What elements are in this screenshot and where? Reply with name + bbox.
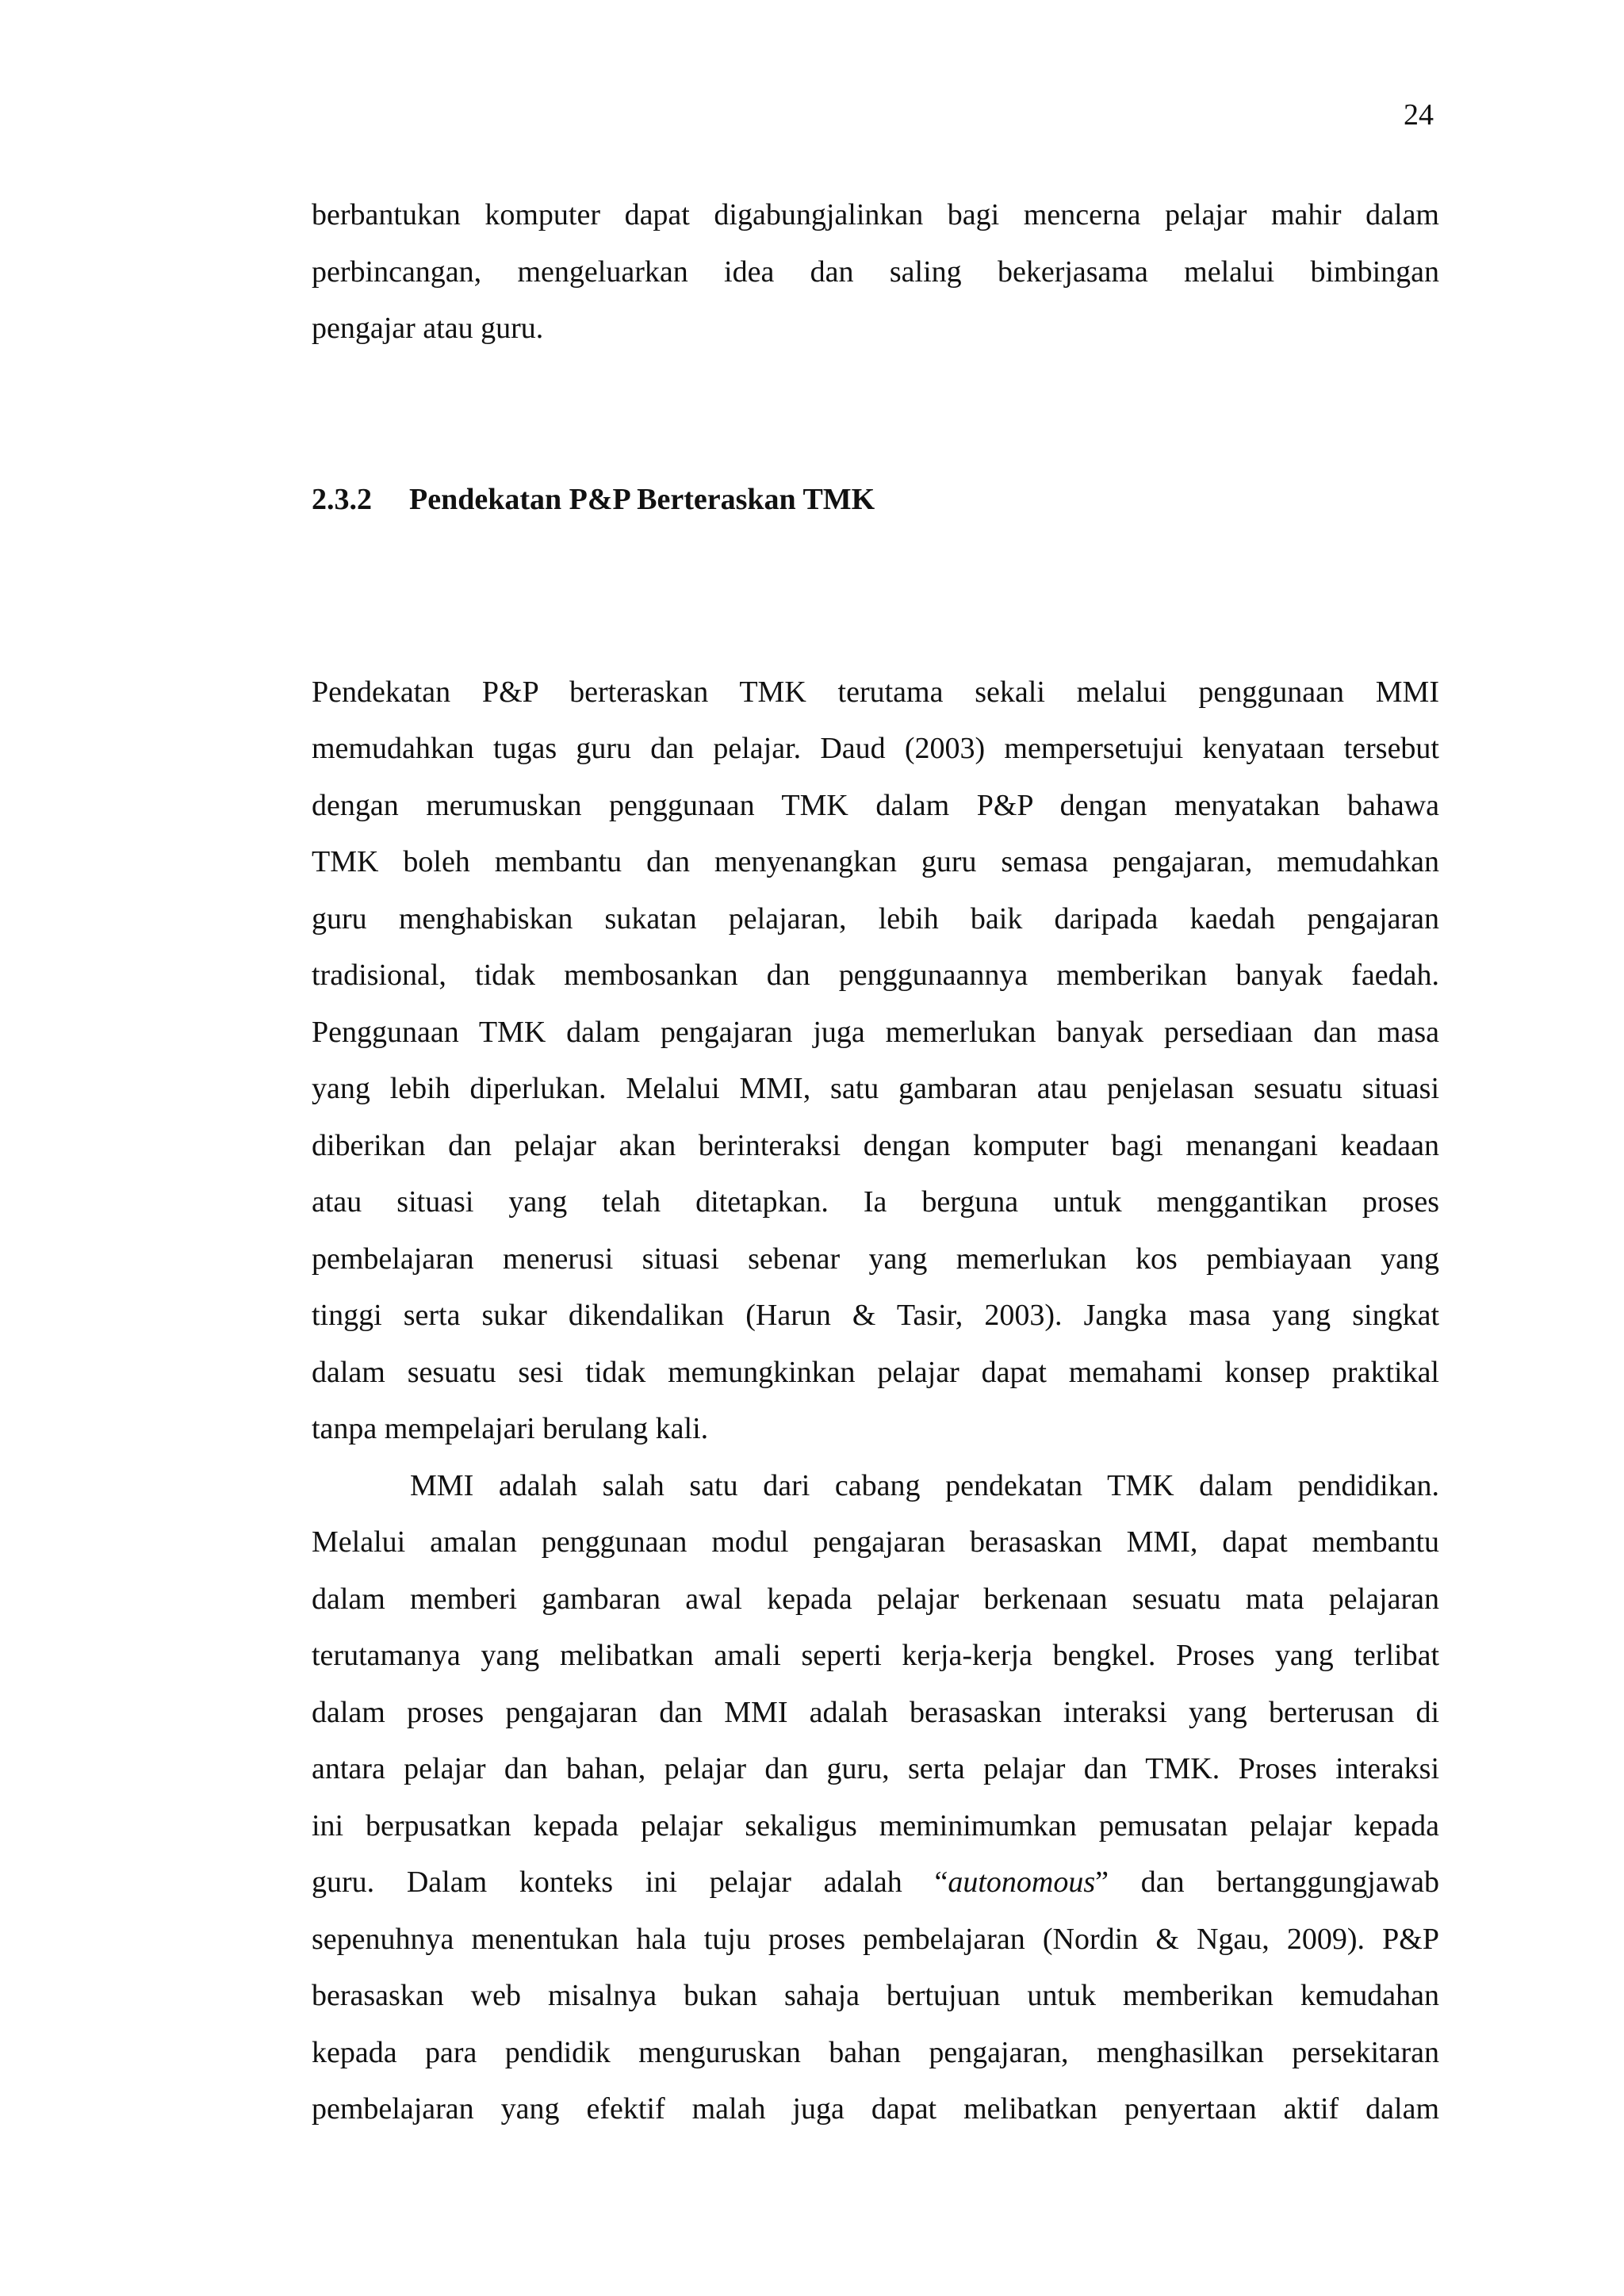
text-line: ini berpusatkan kepada pelajar sekaligus meminimumkan pemusatan pelajar kepada — [312, 1808, 1439, 1843]
text-line-with-italic — [312, 1854, 1439, 1911]
text-line: dalam proses pengajaran dan MMI adalah berasaskan interaksi yang berterusan di — [312, 1695, 1439, 1729]
text-line: diberikan dan pelajar akan berinteraksi dengan komputer bagi menangani keadaan — [312, 1128, 1439, 1162]
text-line: guru menghabiskan sukatan pelajaran, lebih baik daripada kaedah pengajaran — [312, 901, 1439, 936]
body-paragraph-1 — [312, 664, 1439, 1458]
intro-paragraph — [312, 187, 1439, 358]
text-line: yang lebih diperlukan. Melalui MMI, satu gambaran atau penjelasan sesuatu situasi — [312, 1072, 1439, 1105]
page-content — [312, 187, 1439, 2138]
text-line: dalam memberi gambaran awal kepada pelajar berkenaan sesuatu mata pelajaran — [312, 1582, 1439, 1616]
text-line: perbincangan, mengeluarkan idea dan saling bekerjasama melalui bimbingan — [312, 254, 1439, 289]
text-fragment: guru. Dalam konteks ini pelajar adalah “ — [312, 1866, 948, 1899]
section-title: Pendekatan P&P Berteraskan TMK — [409, 482, 875, 516]
text-line: TMK boleh membantu dan menyenangkan guru semasa pengajaran, memudahkan — [312, 845, 1439, 878]
italic-term: autonomous — [948, 1866, 1096, 1899]
text-line: tanpa mempelajari berulang kali. — [312, 1412, 709, 1445]
text-line: berbantukan komputer dapat digabungjalinkan bagi mencerna pelajar mahir dalam — [312, 198, 1439, 232]
text-line: antara pelajar dan bahan, pelajar dan guru, serta pelajar dan TMK. Proses interaksi — [312, 1752, 1439, 1785]
text-line: tinggi serta sukar dikendalikan (Harun & Tasir, 2003). Jangka masa yang singkat — [312, 1299, 1439, 1332]
text-line: pembelajaran menerusi situasi sebenar yang memerlukan kos pembiayaan yang — [312, 1242, 1439, 1276]
page-number: 24 — [1404, 98, 1434, 132]
body-paragraph-2 — [312, 1458, 1439, 2138]
text-line: Pendekatan P&P berteraskan TMK terutama sekali melalui penggunaan MMI — [312, 675, 1439, 709]
section-heading — [312, 481, 1439, 518]
text-line: kepada para pendidik menguruskan bahan pengajaran, menghasilkan persekitaran — [312, 2035, 1439, 2069]
section-number: 2.3.2 — [312, 482, 372, 516]
text-line: dengan merumuskan penggunaan TMK dalam P&P dengan menyatakan bahawa — [312, 788, 1439, 822]
text-line: pengajar atau guru. — [312, 312, 544, 345]
text-line: dalam sesuatu sesi tidak memungkinkan pelajar dapat memahami konsep praktikal — [312, 1355, 1439, 1389]
text-line: tradisional, tidak membosankan dan penggunaannya memberikan banyak faedah. — [312, 959, 1439, 992]
text-line: memudahkan tugas guru dan pelajar. Daud (2003) mempersetujui kenyataan tersebut — [312, 732, 1439, 765]
text-line: pembelajaran yang efektif malah juga dapat melibatkan penyertaan aktif dalam — [312, 2092, 1439, 2126]
text-line: MMI adalah salah satu dari cabang pendekatan TMK dalam pendidikan. — [410, 1468, 1439, 1502]
text-line: atau situasi yang telah ditetapkan. Ia berguna untuk menggantikan proses — [312, 1185, 1439, 1219]
text-line: sepenuhnya menentukan hala tuju proses pembelajaran (Nordin & Ngau, 2009). P&P — [312, 1922, 1439, 1956]
text-line: terutamanya yang melibatkan amali seperti kerja-kerja bengkel. Proses yang terlibat — [312, 1639, 1439, 1672]
text-line: Penggunaan TMK dalam pengajaran juga memerlukan banyak persediaan dan masa — [312, 1015, 1439, 1049]
text-fragment: ” dan bertanggungjawab — [1095, 1866, 1439, 1899]
text-line: Melalui amalan penggunaan modul pengajaran berasaskan MMI, dapat membantu — [312, 1525, 1439, 1559]
text-line: berasaskan web misalnya bukan sahaja bertujuan untuk memberikan kemudahan — [312, 1979, 1439, 2012]
